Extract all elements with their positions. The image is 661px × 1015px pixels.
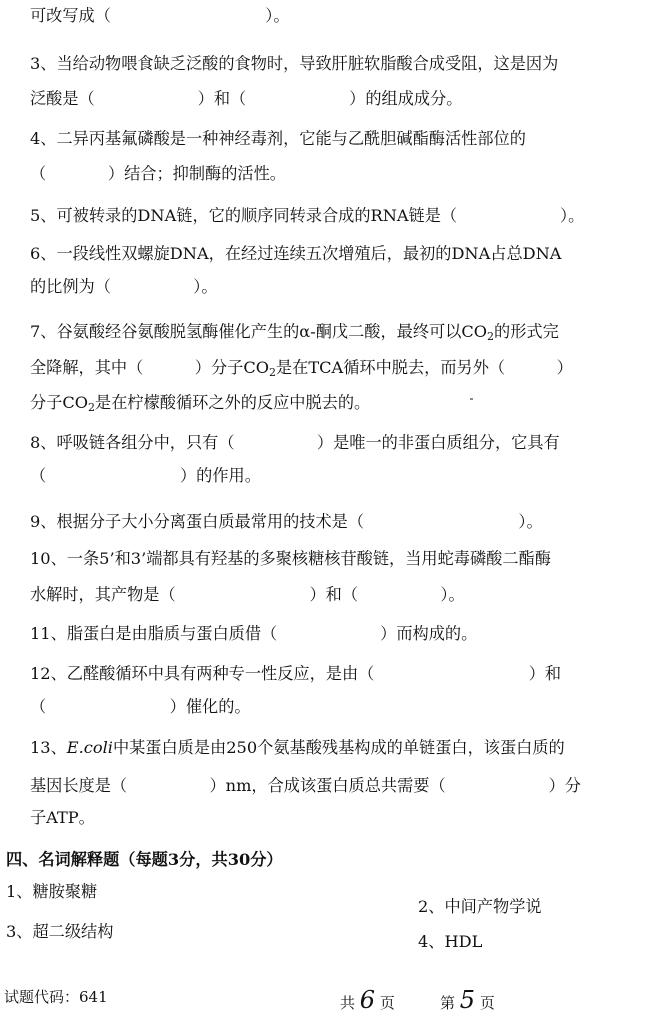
text-line [30, 738, 565, 758]
scan-speck [470, 398, 473, 400]
text-line: 6、一段线性双螺旋DNA，在经过连续五次增殖后，最初的DNA占总DNA [30, 244, 562, 263]
text-line: 11、脂蛋白是由脂质与蛋白质借（ ）而构成的。 [30, 624, 478, 643]
text-line [30, 358, 573, 383]
text-line: 水解时，其产物是（ ）和（ ）。 [30, 585, 465, 604]
text-line: 12、乙醛酸循环中具有两种专一性反应，是由（ ）和 [30, 664, 562, 683]
text-line: 3、当给动物喂食缺乏泛酸的食物时，导致肝脏软脂酸合成受阻，这是因为 [30, 54, 559, 73]
text-line: 8、呼吸链各组分中，只有（ ）是唯一的非蛋白质组分，它具有 [30, 433, 560, 452]
line-text: 分子CO [30, 393, 89, 412]
page-count-prefix: 共 [340, 994, 356, 1012]
subscript: 2 [88, 401, 96, 414]
term-item: 1、糖胺聚糖 [6, 882, 98, 901]
text-line [30, 393, 370, 418]
text-line: 的比例为（ ）。 [30, 277, 218, 296]
text-line: （ ）的作用。 [30, 466, 261, 485]
line-text: 中某蛋白质是由250个氨基酸残基构成的单链蛋白，该蛋白质的 [112, 738, 565, 757]
page-count-suffix: 页 [379, 994, 395, 1012]
text-line [30, 322, 559, 347]
text-line: 基因长度是（ ）nm，合成该蛋白质总共需要（ ）分 [30, 776, 581, 795]
term-item: 3、超二级结构 [6, 922, 114, 941]
text-line: （ ）催化的。 [30, 697, 251, 716]
line-text: 7、谷氨酸经谷氨酸脱氢酶催化产生的α-酮戊二酸，最终可以CO [30, 322, 488, 341]
page-number-prefix: 第 [440, 994, 456, 1012]
line-text: 的形式完 [494, 322, 559, 341]
text-line: 可改写成（ ）。 [30, 6, 290, 25]
page-number [440, 986, 495, 1014]
text-line: （ ）结合；抑制酶的活性。 [30, 164, 286, 183]
subscript: 2 [487, 330, 495, 343]
text-line: 泛酸是（ ）和（ ）的组成成分。 [30, 89, 463, 108]
line-text: 全降解，其中（ ）分子CO [30, 358, 269, 377]
page-count [340, 986, 395, 1014]
section-heading: 四、名词解释题（每题3分，共30分） [6, 850, 283, 869]
term-item: 4、HDL [418, 932, 483, 951]
text-line: 4、二异丙基氟磷酸是一种神经毒剂，它能与乙酰胆碱酯酶活性部位的 [30, 129, 526, 148]
exam-code: 试题代码：641 [4, 988, 108, 1006]
text-line: 子ATP。 [30, 808, 95, 827]
organism-name: E.coli [66, 738, 113, 757]
text-line: 5、可被转录的DNA链，它的顺序同转录合成的RNA链是（ ）。 [30, 206, 585, 225]
page-number-suffix: 页 [479, 994, 495, 1012]
page-total: 6 [359, 986, 376, 1014]
subscript: 2 [269, 366, 276, 379]
page-current: 5 [459, 986, 476, 1014]
text-line: 9、根据分子大小分离蛋白质最常用的技术是（ ）。 [30, 512, 543, 531]
line-text: 是在TCA循环中脱去，而另外（ ） [276, 358, 573, 377]
term-item: 2、中间产物学说 [418, 897, 542, 916]
line-text: 是在柠檬酸循环之外的反应中脱去的。 [95, 393, 371, 412]
text-line: 10、一条5’和3’端都具有羟基的多聚核糖核苷酸链，当用蛇毒磷酸二酯酶 [30, 549, 551, 568]
line-text: 13、 [30, 738, 67, 757]
